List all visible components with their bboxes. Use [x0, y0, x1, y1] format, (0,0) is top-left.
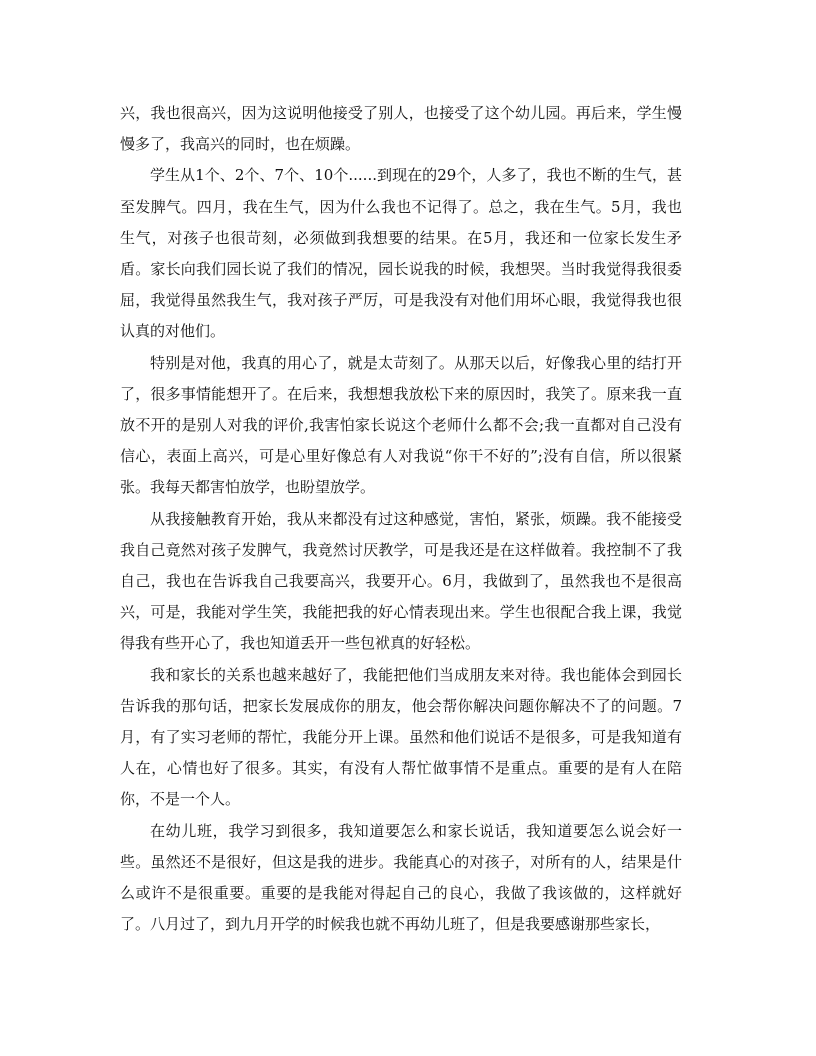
paragraph-parent-relations: 我和家长的关系也越来越好了，我能把他们当成朋友来对待。我也能体会到园长告诉我的那句话，把家长发展成你的朋友，他会帮你解决问题你解决不了的问题。7月，有了实习老师的帮忙，我能分开上课。虽然和他们说话不是很多，可是我知道有人在，心情也好了很多。其实，有没有人帮忙做事情不是重点。重要的是有人在陪你，不是一个人。 [120, 665, 682, 809]
document-body [120, 98, 682, 940]
paragraph-kindergarten-lessons: 在幼儿班，我学习到很多，我知道要怎么和家长说话，我知道要怎么说会好一些。虽然还不是很好，但这是我的进步。我能真心的对孩子，对所有的人，结果是什么或许不是很重要。重要的是我能对得起自己的良心，我做了我该做的，这样就好了。八月过了，到九月开学的时候我也就不再幼儿班了，但是我要感谢那些家长， [120, 821, 682, 934]
paragraph-continuation: 兴，我也很高兴，因为这说明他接受了别人，也接受了这个幼儿园。再后来，学生慢慢多了，我高兴的同时，也在烦躁。 [120, 104, 682, 154]
paragraph-student-growth: 学生从1个、2个、7个、10个......到现在的29个，人多了，我也不断的生气，甚至发脾气。四月，我在生气，因为什么我也不记得了。总之，我在生气。5月，我也生气，对孩子也很苛刻，必须做到我想要的结果。在5月，我还和一位家长发生矛盾。家长向我们园长说了我们的情况，园长说我的时候，我想哭。当时我觉得我很委屈，我觉得虽然我生气，我对孩子严厉，可是我没有对他们用坏心眼，我觉得我也很认真的对他们。 [120, 166, 682, 341]
paragraph-self-reflection: 特别是对他，我真的用心了，就是太苛刻了。从那天以后，好像我心里的结打开了，很多事情能想开了。在后来，我想想我放松下来的原因时，我笑了。原来我一直放不开的是别人对我的评价,我害怕家长说这个老师什么都不会;我一直都对自己没有信心，表面上高兴，可是心里好像总有人对我说“你干不好的”;没有自信，所以很紧张。我每天都害怕放学，也盼望放学。 [120, 353, 682, 497]
paragraph-teaching-feelings: 从我接触教育开始，我从来都没有过这种感觉，害怕，紧张，烦躁。我不能接受我自己竟然对孩子发脾气，我竟然讨厌教学，可是我还是在这样做着。我控制不了我自己，我也在告诉我自己我要高兴，我要开心。6月，我做到了，虽然我也不是很高兴，可是，我能对学生笑，我能把我的好心情表现出来。学生也很配合我上课，我觉得我有些开心了，我也知道丢开一些包袱真的好轻松。 [120, 509, 682, 653]
